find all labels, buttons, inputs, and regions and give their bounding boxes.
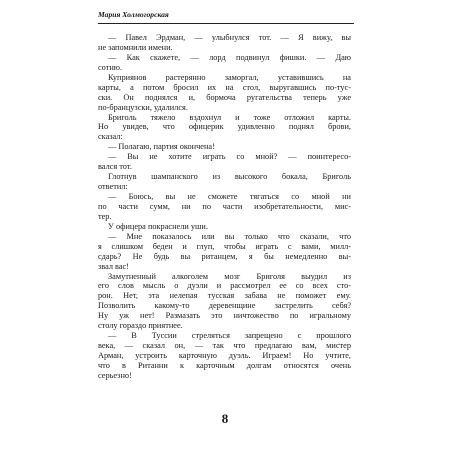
text-line: Куприянов растерянно заморгал, уставившись на <box>108 72 351 82</box>
text-line: Позволить какому-то деревенщине застрелить себя? <box>98 301 351 311</box>
text-line: Глотнув шампанского из высокого бокала, Бриголь <box>108 172 351 182</box>
text-line: сдарь? Не будь вы ританцем, я бы немедленно вы- <box>98 251 351 261</box>
text-line: столу гораздо приятнее. <box>98 321 183 331</box>
text-line: я слишком беден и глуп, чтобы играть с вами, милл- <box>98 241 351 251</box>
text-line: сотню. <box>98 62 123 72</box>
text-line: — Вы не хотите играть со мной? — поинтересо- <box>108 152 351 162</box>
text-line: ски. Он поднялся и, бормоча ругательства теперь уже <box>98 92 351 102</box>
text-line: Но увидев, что офицерик удивленно поднял брови, <box>98 122 351 132</box>
text-line: Бриголь тяжело вздохнул и тоже отложил карты. <box>108 112 351 122</box>
running-header: Мария Холмогорская <box>98 10 169 19</box>
body-text <box>98 33 351 381</box>
page-number: 8 <box>221 411 229 426</box>
text-line: карты, а потом бросил их на стол, выругавшись по-тус- <box>98 82 351 92</box>
text-line: сказал: <box>98 132 123 142</box>
text-line: ответил: <box>98 182 128 192</box>
text-line: — Как скажете, — лорд подвинул фишки. — Даю <box>108 52 351 62</box>
text-line: по-бранцузски, удалился. <box>98 102 188 112</box>
text-line: Арман, устроить карточную дуэль. Играем! Но учтите, <box>98 351 351 360</box>
book-page <box>94 6 356 444</box>
text-line: по части сумм, ни по части изобретательности, мис- <box>98 201 351 211</box>
text-line: звал вас! <box>98 261 129 271</box>
text-line: не запомнили имени. <box>98 42 173 52</box>
text-line: Замутненный алкоголем мозг Бриголя выудил из <box>108 271 351 281</box>
text-line: — В Туссии стреляться запрещено с прошлого <box>108 331 351 341</box>
text-line: У офицера покраснели уши. <box>108 221 208 231</box>
text-line: — Боюсь, вы не сможете тягаться со мной ни <box>108 192 351 201</box>
text-line: Ну уж нет! Размазать это ничтожество по игральному <box>98 311 351 321</box>
text-line: его слов мысль о дуэли и рассмотрел ее со всех сто- <box>98 281 351 291</box>
text-line: рон. Нет, эта нелепая тусская забава не поможет ему. <box>98 291 351 301</box>
text-line: вался тот. <box>98 162 132 172</box>
header-rule <box>98 23 354 24</box>
text-line: — Полагаю, партия окончена! <box>108 142 215 152</box>
text-line: тер. <box>98 211 112 221</box>
text-line: что в Ританни к карточным долгам относятся очень <box>98 360 351 370</box>
text-line: века, — сказал он, — так что предлагаю вам, мистер <box>98 341 351 351</box>
text-line: — Мне показалось или вы только что сказали, что <box>108 231 351 241</box>
text-line: серьезно! <box>98 370 132 380</box>
text-line: — Павел Эрдман, — улыбнулся тот. — Я вижу, вы <box>108 33 351 42</box>
